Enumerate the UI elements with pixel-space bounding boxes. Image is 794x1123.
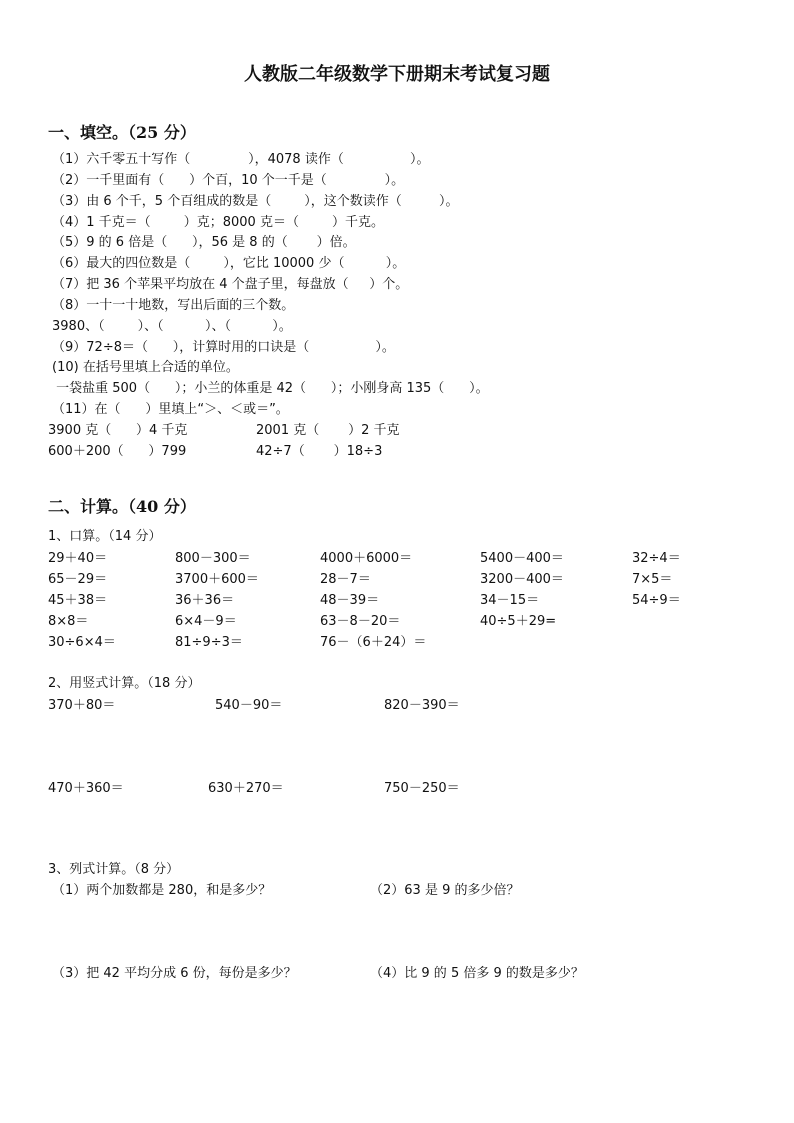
oral-calc-item: 36＋36＝ [175,593,235,608]
oral-calc-item: 3200－400＝ [480,572,564,587]
oral-calc-item: 30÷6×4＝ [48,635,116,650]
question-line: （6）最大的四位数是（ ），它比 10000 少（ ）。 [52,256,406,271]
oral-calc-item: 81÷9÷3＝ [175,635,243,650]
oral-calc-item: 8×8＝ [48,614,89,629]
oral-calc-item: 29＋40＝ [48,551,108,566]
oral-calc-item: 54÷9＝ [632,593,681,608]
question-line: （4）1 千克＝（ ）克；8000 克＝（ ）千克。 [52,215,385,230]
oral-calc-item: 65－29＝ [48,572,108,587]
oral-calc-item: 32÷4＝ [632,551,681,566]
question-line: （1）六千零五十写作（ ），4078 读作（ ）。 [52,152,430,167]
word-problem: （1）两个加数都是 280，和是多少？ [52,883,272,898]
question-line: 一袋盐重 500（ ）；小兰的体重是 42（ ）；小刚身高 135（ ）。 [52,381,489,396]
oral-calc-item: 63－8－20＝ [320,614,401,629]
oral-calc-item: 28－7＝ [320,572,371,587]
oral-calc-item: 45＋38＝ [48,593,108,608]
vertical-calc-item: 820－390＝ [384,698,460,713]
word-problem: （2）63 是 9 的多少倍？ [370,883,520,898]
word-problem: （3）把 42 平均分成 6 份，每份是多少？ [52,966,297,981]
question-line: （11）在（ ）里填上“＞、＜或＝”。 [52,402,289,417]
oral-calc-item: 5400－400＝ [480,551,564,566]
question-line: （9）72÷8＝（ ），计算时用的口诀是（ ）。 [52,340,395,355]
vertical-calc-item: 630＋270＝ [208,781,284,796]
compare-item: 600＋200（ ）799 [48,444,187,459]
section-fill-blank-heading: 一、填空。（25 分） [48,123,196,142]
oral-calc-item: 4000＋6000＝ [320,551,413,566]
question-line: （2）一千里面有（ ）个百，10 个一千是（ ）。 [52,173,405,188]
oral-calc-item: 48－39＝ [320,593,380,608]
question-line: （3）由 6 个千，5 个百组成的数是（ ），这个数读作（ ）。 [52,194,459,209]
vertical-calc-item: 370＋80＝ [48,698,116,713]
oral-calc-item: 40÷5＋29= [480,614,557,629]
question-line: （8）一十一十地数，写出后面的三个数。 [52,298,295,313]
oral-calc-item: 3700＋600＝ [175,572,259,587]
question-line: (10) 在括号里填上合适的单位。 [52,360,239,375]
oral-calc-item: 800－300＝ [175,551,251,566]
question-line: （5）9 的 6 倍是（ ），56 是 8 的（ ）倍。 [52,235,356,250]
oral-calc-item: 7×5＝ [632,572,673,587]
question-line: （7）把 36 个苹果平均放在 4 个盘子里，每盘放（ ）个。 [52,277,409,292]
vertical-calc-heading: 2、用竖式计算。（18 分） [48,676,201,691]
section-calculation-heading: 二、计算。（40 分） [48,497,196,516]
compare-item: 2001 克（ ）2 千克 [256,423,400,438]
compare-item: 3900 克（ ）4 千克 [48,423,188,438]
word-problem: （4）比 9 的 5 倍多 9 的数是多少？ [370,966,584,981]
word-problem-heading: 3、列式计算。（8 分） [48,862,180,877]
page-title: 人教版二年级数学下册期末考试复习题 [244,64,550,85]
oral-calc-item: 34－15＝ [480,593,540,608]
vertical-calc-item: 540－90＝ [215,698,283,713]
question-line: 3980、（ ）、（ ）、（ ）。 [52,319,292,334]
compare-item: 42÷7（ ）18÷3 [256,444,383,459]
vertical-calc-item: 470＋360＝ [48,781,124,796]
vertical-calc-item: 750－250＝ [384,781,460,796]
oral-calc-item: 76－（6＋24）＝ [320,635,427,650]
oral-calc-heading: 1、口算。（14 分） [48,529,162,544]
oral-calc-item: 6×4－9＝ [175,614,237,629]
